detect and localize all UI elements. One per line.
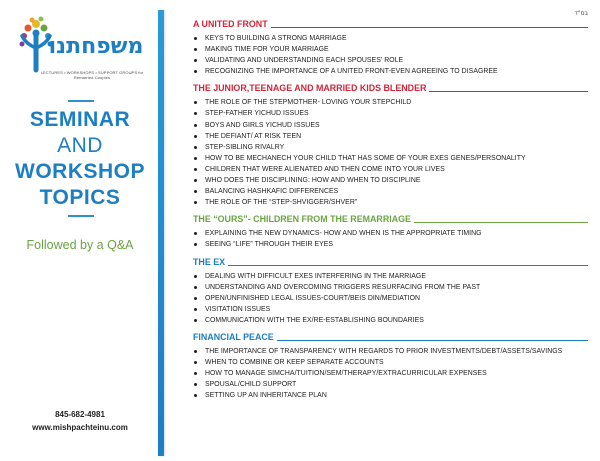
list-item: OPEN/UNFINISHED LEGAL ISSUES-COURT/BEIS DIN/MEDIATION <box>193 293 588 304</box>
title-top-rule <box>68 100 94 102</box>
section-rule <box>277 340 588 341</box>
title-bottom-rule <box>68 215 94 217</box>
title-workshop: WORKSHOP <box>15 160 145 183</box>
vertical-divider <box>158 10 164 456</box>
title-topics: TOPICS <box>39 186 121 209</box>
list-item: HOW TO BE MECHANECH YOUR CHILD THAT HAS SOME OF YOUR EXES GENES/PERSONALITY <box>193 153 588 164</box>
list-item: DEALING WITH DIFFICULT EXES INTERFERING IN THE MARRIAGE <box>193 271 588 282</box>
list-item: STEP-FATHER YICHUD ISSUES <box>193 108 588 119</box>
list-item: VISITATION ISSUES <box>193 304 588 315</box>
list-item: VALIDATING AND UNDERSTANDING EACH SPOUSES' ROLE <box>193 55 588 66</box>
list-item: CHILDREN THAT WERE ALIENATED AND THEN COME INTO YOUR LIVES <box>193 164 588 175</box>
page-mark: בס"ד <box>574 10 588 17</box>
list-item: STEP-SIBLING RIVALRY <box>193 142 588 153</box>
section-rule <box>429 91 588 92</box>
section-heading <box>193 19 588 30</box>
section-items <box>193 346 588 401</box>
section-items <box>193 97 588 208</box>
section-rule <box>271 27 588 28</box>
list-item: WHO DOES THE DISCIPLINING: HOW AND WHEN TO DISCIPLINE <box>193 175 588 186</box>
list-item: THE IMPORTANCE OF TRANSPARENCY WITH REGARDS TO PRIOR INVESTMENTS/DEBT/ASSETS/SAVINGS <box>193 346 588 357</box>
list-item: HOW TO MANAGE SIMCHA/TUITION/SEM/THERAPY/EXTRACURRICULAR EXPENSES <box>193 368 588 379</box>
website-link[interactable]: www.mishpachteinu.com <box>32 423 128 432</box>
list-item: KEYS TO BUILDING A STRONG MARRIAGE <box>193 33 588 44</box>
section-heading <box>193 83 588 94</box>
section-heading <box>193 257 588 268</box>
list-item: BALANCING HASHKAFIC DIFFERENCES <box>193 186 588 197</box>
section-items <box>193 33 588 77</box>
followed-by-qa: Followed by a Q&A <box>26 238 134 252</box>
section-rule <box>414 222 588 223</box>
logo-tagline: LECTURES • WORKSHOPS • SUPPORT GROUPS for Remarried Couples <box>40 70 144 80</box>
list-item: EXPLAINING THE NEW DYNAMICS- HOW AND WHEN IS THE APPROPRIATE TIMING <box>193 228 588 239</box>
list-item: SEEING “LIFE” THROUGH THEIR EYES <box>193 239 588 250</box>
list-item: BOYS AND GIRLS YICHUD ISSUES <box>193 120 588 131</box>
section-heading-text: A UNITED FRONT <box>193 19 268 29</box>
list-item: THE DEFIANT/ AT RISK TEEN <box>193 131 588 142</box>
section-united-front <box>193 19 588 77</box>
section-kids-blender <box>193 83 588 208</box>
title-and: AND <box>57 134 103 157</box>
section-rule <box>228 265 588 266</box>
list-item: MAKING TIME FOR YOUR MARRIAGE <box>193 44 588 55</box>
section-heading <box>193 214 588 225</box>
sidebar <box>0 0 160 461</box>
list-item: THE ROLE OF THE STEPMOTHER- LOVING YOUR STEPCHILD <box>193 97 588 108</box>
section-heading-text: THE “OURS”- CHILDREN FROM THE REMARRIAGE <box>193 214 411 225</box>
section-the-ex <box>193 257 588 326</box>
list-item: THE ROLE OF THE “STEP-SHVIGGER/SHVER” <box>193 197 588 208</box>
section-heading-text: THE EX <box>193 256 226 267</box>
list-item: RECOGNIZING THE IMPORTANCE OF A UNITED FRONT-EVEN AGREEING TO DISAGREE <box>193 66 588 77</box>
list-item: COMMUNICATION WITH THE EX/RE-ESTABLISHING BOUNDARIES <box>193 315 588 326</box>
section-items <box>193 271 588 326</box>
logo-wordmark: משפחתנו <box>48 34 144 59</box>
section-items <box>193 228 588 250</box>
title-seminar: SEMINAR <box>29 108 131 131</box>
list-item: SPOUSAL/CHILD SUPPORT <box>193 379 588 390</box>
section-financial-peace <box>193 332 588 401</box>
phone-number[interactable]: 845-682-4981 <box>55 410 105 419</box>
list-item: WHEN TO COMBINE OR KEEP SEPARATE ACCOUNTS <box>193 357 588 368</box>
section-heading-text: THE JUNIOR,TEENAGE AND MARRIED KIDS BLENDER <box>193 83 427 94</box>
topics-list <box>193 19 588 401</box>
section-heading-text: FINANCIAL PEACE <box>193 331 274 342</box>
section-heading <box>193 332 588 343</box>
list-item: UNDERSTANDING AND OVERCOMING TRIGGERS RESURFACING FROM THE PAST <box>193 282 588 293</box>
section-ours-children <box>193 214 588 250</box>
list-item: SETTING UP AN INHERITANCE PLAN <box>193 390 588 401</box>
